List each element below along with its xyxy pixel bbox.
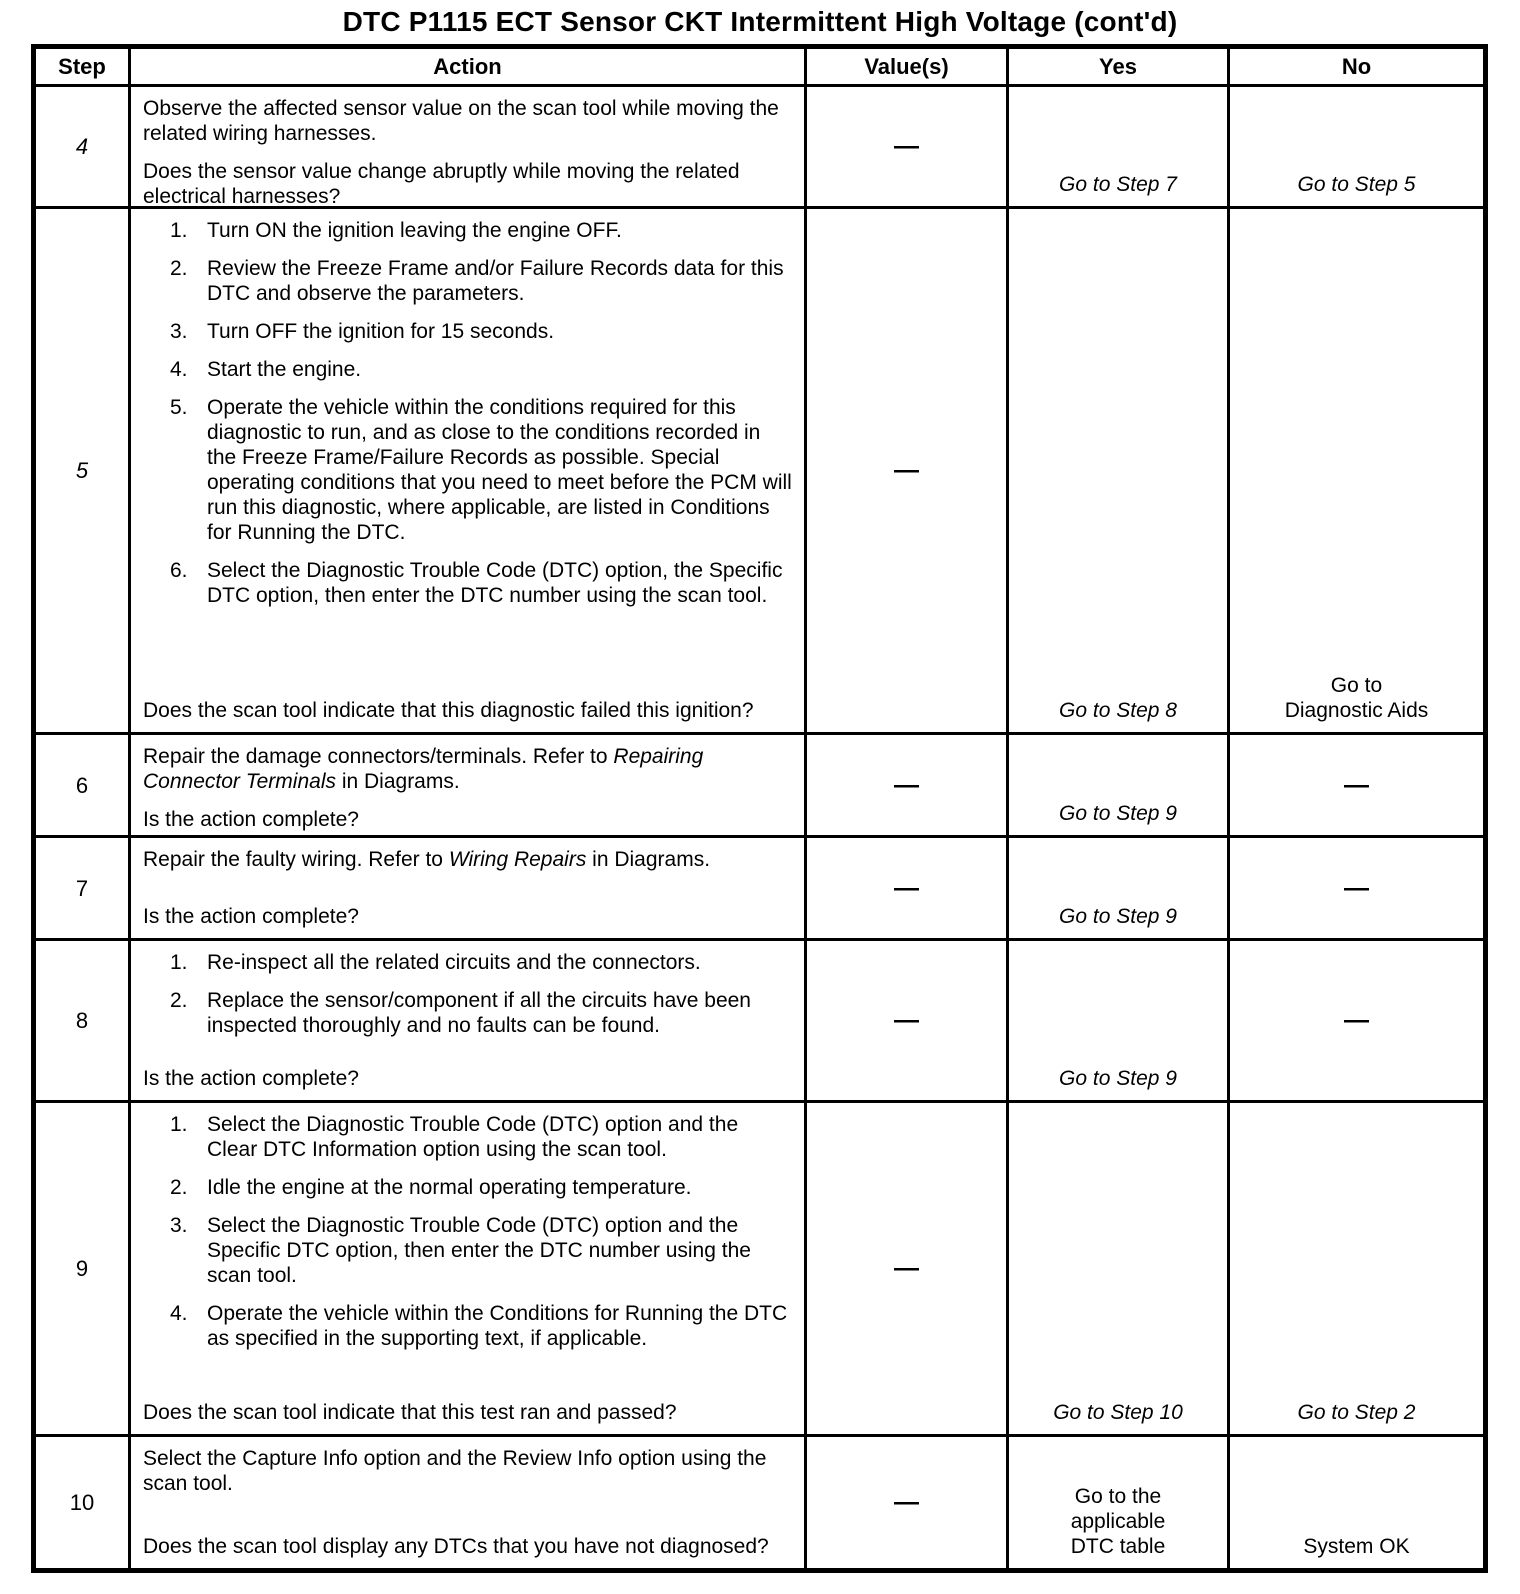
no-cell-text — [1285, 673, 1429, 723]
text-segment: Select the Diagnostic Trouble Code (DTC) option, the Specific DTC option, then enter the DTC number using the scan tool. — [207, 559, 783, 607]
action-list-item — [170, 950, 794, 975]
text-segment: Does the sensor value change abruptly while moving the related electrical harnesses? — [143, 160, 740, 208]
action-paragraph — [143, 1446, 794, 1496]
page-title: DTC P1115 ECT Sensor CKT Intermittent High Voltage (cont'd) — [342, 6, 1178, 37]
step-cell: 4 — [36, 87, 131, 209]
text-segment: Repair the faulty wiring. Refer to — [143, 848, 449, 871]
item-number: 3. — [170, 1214, 188, 1237]
action-cell — [131, 838, 807, 941]
yes-cell-text — [1059, 172, 1177, 197]
yes-cell-text — [1053, 1400, 1183, 1425]
item-text — [207, 395, 794, 545]
yes-cell-text — [1059, 1066, 1177, 1091]
ref-line: System OK — [1303, 1535, 1410, 1558]
value-cell: — — [807, 87, 1009, 209]
item-number: 2. — [170, 989, 188, 1012]
value-cell: — — [807, 209, 1009, 735]
item-text — [207, 256, 794, 306]
action-cell — [131, 1103, 807, 1437]
action-question — [143, 904, 794, 929]
action-cell — [131, 941, 807, 1103]
text-segment: Select the Diagnostic Trouble Code (DTC) option and the Clear DTC Information option using the scan tool. — [207, 1113, 739, 1161]
action-list-item — [170, 1112, 794, 1162]
action-paragraph — [143, 96, 794, 146]
ref-line: Go to — [1330, 674, 1383, 697]
text-segment: Does the scan tool indicate that this test ran and passed? — [143, 1401, 677, 1424]
dtc-table — [31, 44, 1488, 1573]
text-segment: Is the action complete? — [143, 1067, 359, 1090]
no-cell — [1230, 1437, 1483, 1568]
no-cell-text — [1298, 1400, 1416, 1425]
text-segment: Start the engine. — [207, 358, 362, 381]
value-cell: — — [807, 1437, 1009, 1568]
text-segment: Wiring Repairs — [448, 848, 587, 871]
item-text — [207, 1301, 794, 1351]
text-segment: Is the action complete? — [143, 905, 359, 928]
text-segment: Is the action complete? — [143, 808, 359, 831]
no-cell — [1230, 1103, 1483, 1437]
action-list-item — [170, 1213, 794, 1288]
action-list-item — [170, 395, 794, 545]
action-list-item — [170, 256, 794, 306]
text-segment: Does the scan tool indicate that this diagnostic failed this ignition? — [143, 699, 754, 722]
step-cell: 9 — [36, 1103, 131, 1437]
yes-cell — [1009, 838, 1230, 941]
yes-cell — [1009, 1437, 1230, 1568]
text-segment: Does the scan tool display any DTCs that you have not diagnosed? — [143, 1535, 769, 1558]
action-list-item — [170, 1301, 794, 1351]
ref-line: Go to Step 10 — [1053, 1401, 1183, 1424]
action-question — [143, 1400, 794, 1425]
text-segment: Idle the engine at the normal operating temperature. — [207, 1176, 692, 1199]
item-text — [207, 558, 794, 608]
item-text — [207, 950, 701, 975]
yes-cell-text — [1059, 698, 1177, 723]
item-text — [207, 1213, 794, 1288]
column-header-action: Action — [131, 49, 807, 87]
value-cell: — — [807, 1103, 1009, 1437]
text-segment: Repair the damage connectors/terminals. Refer to — [143, 745, 614, 768]
step-cell: 5 — [36, 209, 131, 735]
action-cell — [131, 209, 807, 735]
action-list-item — [170, 218, 794, 243]
step-cell: 8 — [36, 941, 131, 1103]
item-text — [207, 1175, 691, 1200]
text-segment: Turn ON the ignition leaving the engine OFF. — [207, 219, 622, 242]
ref-line: DTC table — [1070, 1535, 1166, 1558]
yes-cell-text — [1059, 801, 1177, 826]
no-cell: — — [1230, 838, 1483, 941]
item-number: 4. — [170, 358, 188, 381]
no-cell-text — [1298, 172, 1416, 197]
ref-line: applicable — [1070, 1510, 1166, 1533]
column-header-yes: Yes — [1009, 49, 1230, 87]
item-text — [207, 218, 622, 243]
item-number: 1. — [170, 951, 188, 974]
no-cell: — — [1230, 941, 1483, 1103]
text-segment: Turn OFF the ignition for 15 seconds. — [207, 320, 555, 343]
column-header-values: Value(s) — [807, 49, 1009, 87]
value-cell: — — [807, 941, 1009, 1103]
action-list-item — [170, 357, 794, 382]
text-segment: Observe the affected sensor value on the scan tool while moving the related wiring harnesses. — [143, 97, 779, 145]
item-number: 2. — [170, 257, 188, 280]
text-segment: Re-inspect all the related circuits and the connectors. — [207, 951, 701, 974]
value-cell: — — [807, 838, 1009, 941]
text-segment: in Diagrams. — [335, 770, 460, 793]
item-text — [207, 357, 361, 382]
step-cell: 7 — [36, 838, 131, 941]
action-question — [143, 159, 794, 209]
item-number: 2. — [170, 1176, 188, 1199]
action-list-item — [170, 558, 794, 608]
action-paragraph — [143, 744, 794, 794]
yes-cell — [1009, 735, 1230, 838]
ref-line: Go to the — [1074, 1485, 1162, 1508]
item-text — [207, 988, 794, 1038]
action-list-item — [170, 1175, 794, 1200]
no-cell: — — [1230, 735, 1483, 838]
item-number: 6. — [170, 559, 188, 582]
ref-line: Go to Step 9 — [1059, 905, 1177, 928]
item-number: 3. — [170, 320, 188, 343]
action-question — [143, 1534, 794, 1559]
text-segment: Select the Capture Info option and the Review Info option using the scan tool. — [143, 1447, 767, 1495]
action-cell — [131, 87, 807, 209]
no-cell — [1230, 87, 1483, 209]
text-segment: Operate the vehicle within the Conditions for Running the DTC as specified in the supporting text, if applicable. — [207, 1302, 788, 1350]
text-segment: Operate the vehicle within the conditions required for this diagnostic to run, and as close to the conditions recorded in the Freeze Frame/Failure Records as possible. Special operating conditions that you need to meet before the PCM will run this diagnostic, where applicable, are listed in Conditions for Running the DTC. — [207, 396, 792, 544]
action-question — [143, 1066, 794, 1091]
step-cell: 10 — [36, 1437, 131, 1568]
column-header-no: No — [1230, 49, 1483, 87]
step-cell: 6 — [36, 735, 131, 838]
no-cell — [1230, 209, 1483, 735]
ref-line: Go to Step 7 — [1059, 173, 1177, 196]
action-cell — [131, 1437, 807, 1568]
ref-line: Go to Step 8 — [1059, 699, 1177, 722]
yes-cell-text — [1071, 1484, 1166, 1559]
text-segment: Select the Diagnostic Trouble Code (DTC) option and the Specific DTC option, then enter the DTC number using the scan tool. — [207, 1214, 751, 1287]
value-cell: — — [807, 735, 1009, 838]
ref-line: Diagnostic Aids — [1284, 699, 1429, 722]
item-number: 5. — [170, 396, 188, 419]
text-segment: in Diagrams. — [586, 848, 711, 871]
column-header-step: Step — [36, 49, 131, 87]
ref-line: Go to Step 9 — [1059, 802, 1177, 825]
no-cell-text — [1303, 1534, 1409, 1559]
ref-line: Go to Step 9 — [1059, 1067, 1177, 1090]
yes-cell — [1009, 87, 1230, 209]
ref-line: Go to Step 5 — [1297, 173, 1416, 196]
item-text — [207, 1112, 794, 1162]
text-segment: Review the Freeze Frame and/or Failure Records data for this DTC and observe the parameters. — [207, 257, 784, 305]
action-list-item — [170, 988, 794, 1038]
text-segment: Repairing Connector Terminals — [143, 745, 704, 793]
text-segment: Replace the sensor/component if all the circuits have been inspected thoroughly and no faults can be found. — [207, 989, 751, 1037]
yes-cell — [1009, 209, 1230, 735]
action-cell — [131, 735, 807, 838]
item-number: 1. — [170, 1113, 188, 1136]
item-number: 4. — [170, 1302, 188, 1325]
item-text — [207, 319, 554, 344]
action-question — [143, 698, 794, 723]
yes-cell — [1009, 1103, 1230, 1437]
yes-cell-text — [1059, 904, 1177, 929]
ref-line: Go to Step 2 — [1297, 1401, 1416, 1424]
action-paragraph — [143, 847, 794, 872]
yes-cell — [1009, 941, 1230, 1103]
item-number: 1. — [170, 219, 188, 242]
action-list-item — [170, 319, 794, 344]
action-question — [143, 807, 794, 832]
